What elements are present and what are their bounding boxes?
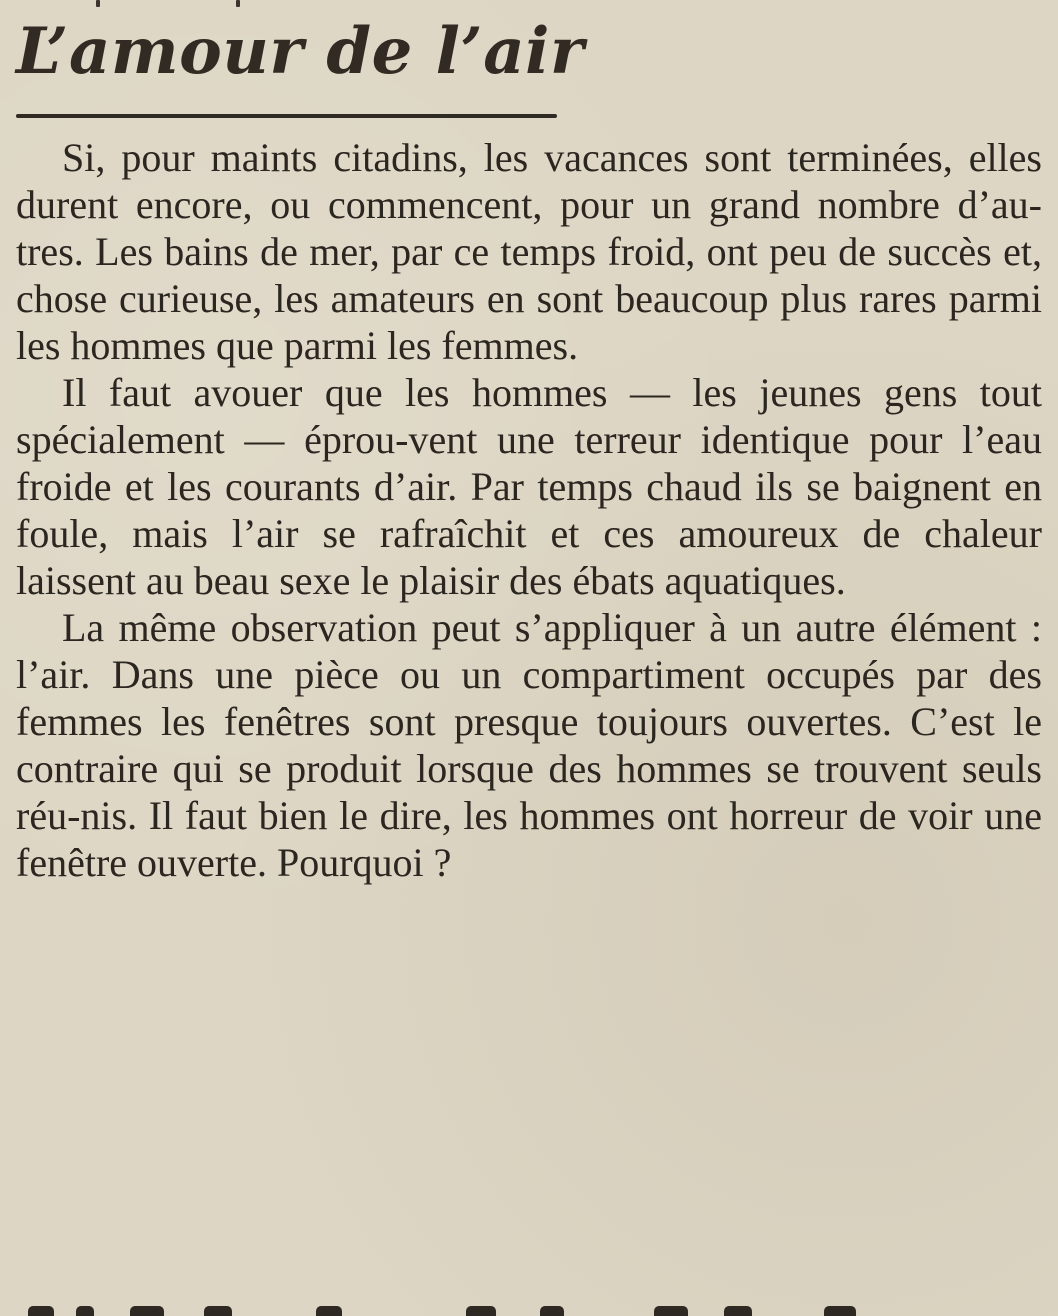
bottom-ink-fragment (466, 1306, 496, 1316)
bottom-ink-fragment (824, 1306, 856, 1316)
paragraph-2: Il faut avouer que les hommes — les jeunes gens tout spécialement — éprou-vent une terreur identique pour l’eau froide et les courants d’air. Par temps chaud ils se baignent en foule, mais l’air se rafraîchit et ces amoureux de chaleur laissent au beau sexe le plaisir des ébats aquatiques. (16, 370, 1042, 603)
bottom-ink-fragment (724, 1306, 752, 1316)
article-body (16, 134, 1042, 886)
bottom-ink-fragment (540, 1306, 564, 1316)
article-title: L’amour de l’air (16, 14, 585, 89)
bottom-ink-fragment (204, 1306, 232, 1316)
bottom-ink-fragment (76, 1306, 94, 1316)
bottom-ink-fragment (28, 1306, 54, 1316)
title-underline (16, 114, 557, 118)
top-ink-mark (96, 0, 100, 7)
bottom-ink-fragment (316, 1306, 342, 1316)
top-ink-mark (236, 0, 240, 7)
paragraph-3: La même observation peut s’appliquer à un autre élément : l’air. Dans une pièce ou un compartiment occupés par des femmes les fenêtres sont presque toujours ouvertes. C’est le contraire qui se produit lorsque des hommes se trouvent seuls réu-nis. Il faut bien le dire, les hommes ont horreur de voir une fenêtre ouverte. Pourquoi ? (16, 605, 1042, 885)
bottom-cut-text (14, 1302, 1044, 1316)
paragraph-1: Si, pour maints citadins, les vacances sont terminées, elles durent encore, ou commencent, pour un grand nombre d’au-tres. Les bains de mer, par ce temps froid, ont peu de succès et, chose curieuse, les amateurs en sont beaucoup plus rares parmi les hommes que parmi les femmes. (16, 135, 1042, 368)
bottom-ink-fragment (130, 1306, 164, 1316)
bottom-ink-fragment (654, 1306, 688, 1316)
